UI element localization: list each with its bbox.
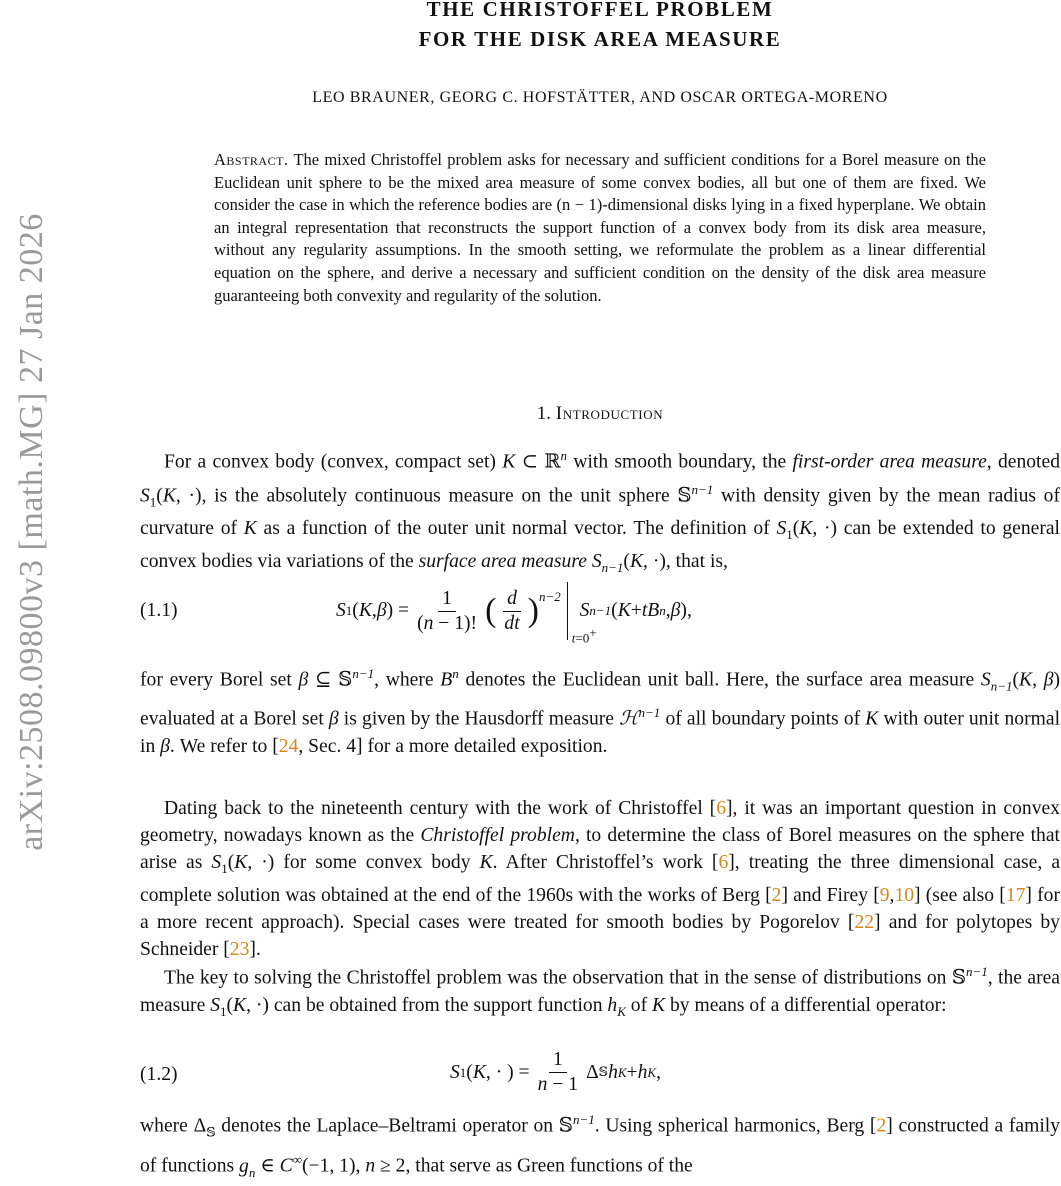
text-run: ,	[355, 1155, 366, 1177]
text-run: , Sec. 4] for a more detailed exposition.	[298, 735, 608, 757]
abstract-lead: Abstract.	[214, 150, 289, 169]
equation-1-2	[140, 1049, 1060, 1096]
text-run: ] (see also [	[914, 884, 1006, 906]
text-run: , is the absolutely continuous measure on the unit sphere	[201, 485, 678, 507]
section-number: 1.	[536, 403, 552, 424]
citation-link[interactable]: 2	[876, 1115, 887, 1137]
text-run: . After Christoffel’s work [	[492, 852, 719, 873]
abstract-text: The mixed Christoffel problem asks for necessary and sufficient conditions for a Borel measure on the Euclidean unit sphere to be the mixed area measure of some convex bodies, all but one of them are fixed. We consider the case in which the reference bodies are (n − 1)-dimensional disks lying in a fixed hyperplane. We obtain an integral representation that reconstructs the support function of a convex body from its disk area measure, without any regularity assumptions. In the smooth setting, we reformulate the problem as a linear differential equation on the sphere, and derive a necessary and sufficient condition on the density of the disk area measure guaranteeing both convexity and regularity of the solution.	[214, 150, 986, 305]
arxiv-sidebar-stamp	[0, 142, 76, 922]
equation-number: (1.2)	[140, 1064, 178, 1085]
text-run: of all boundary points of	[660, 708, 866, 730]
text-run: denotes the Laplace–Beltrami operator on	[215, 1115, 559, 1137]
term-surface-area: surface area measure	[418, 550, 587, 572]
citation-link[interactable]: 2	[771, 884, 782, 906]
text-run: , the area measure	[140, 967, 1060, 1016]
text-run: of	[625, 994, 652, 1016]
text-run: is given by the Hausdorff measure	[338, 708, 620, 730]
paragraph-3: Dating back to the nineteenth century with the work of Christoffel [6], it was an important question in convex geometry, nowadays known as the Christoffel problem, to determine the class of Borel measures on the sphere that arise as $S_1(K$, ·) for some convex body K. After Christoffel’s work [6], treating the three dimensional case, a complete solution was obtained at the end of the 1960s with the works of Berg [2] and Firey [9,10] (see also [17] for a more recent approach). Special cases were treated for smooth bodies by Pogorelov [22] and for polytopes by Schneider [23].	[140, 798, 1061, 960]
citation-link[interactable]: 23	[229, 938, 250, 960]
text-run: ] for a more recent approach). Special cases were treated for smooth bodies by Pogorelov [	[140, 884, 1060, 933]
text-run: ] and Firey [	[781, 884, 880, 906]
equation-body: S 1 ( K , β ) = $\frac{1}{(n - 1)!}$ ( $\frac{d}{dt}$ ) $^{n-2}$ t=0+ S n−1 ( K + tB n , β ),	[336, 582, 692, 640]
paragraph-2: for every Borel set β ⊆ 𝕊$^{n-1}$, where $B^n$ denotes the Euclidean unit ball. Here, the surface area measure $S_{n-1}(K$, β) evaluated at a Borel set β is given by the Hausdorff measure ℋ$^{n-1}$ of all boundary points of K with outer unit normal in β. We refer to [24, Sec. 4] for a more detailed exposition.	[140, 666, 1061, 757]
text-run: , that is,	[665, 550, 728, 572]
text-run: ] and for polytopes by Schneider [	[140, 911, 1061, 960]
paragraph-5: where $\Delta_𝕊$ denotes the Laplace–Beltrami operator on 𝕊$^{n-1}$. Using spherical harmonics, Berg [2] constructed a family of functions $g_n$ ∈ C∞(−1, 1), n ≥ 2, that serve as Green functions of the	[140, 1112, 1061, 1180]
text-run: where	[140, 1115, 194, 1137]
text-run: by means of a differential operator:	[665, 994, 947, 1016]
abstract	[214, 149, 986, 307]
text-run: ], it was an important question in convex geometry, nowadays known as the	[140, 798, 1060, 846]
citation-link[interactable]: 22	[854, 911, 875, 933]
text-run: can be extended to general convex bodies via variations of the	[140, 517, 1060, 572]
title-line-1: THE CHRISTOFFEL PROBLEM	[426, 0, 774, 21]
paragraph-4: The key to solving the Christoffel problem was the observation that in the sense of distributions on 𝕊$^{n-1}$, the area measure $S_1(K$, ·) can be obtained from the support function $h_K$ of K by means of a differential operator:	[140, 964, 1060, 1019]
term-first-order: first-order area measure	[792, 451, 987, 473]
author-list: LEO BRAUNER, GEORG C. HOFSTÄTTER, AND OSCAR ORTEGA-MORENO	[312, 89, 888, 106]
citation-link[interactable]: 24	[278, 735, 299, 757]
text-run: For a convex body (convex, compact set)	[164, 451, 503, 473]
text-run: can be obtained from the support function	[268, 994, 608, 1016]
section-heading	[140, 403, 1060, 425]
equation-1-1	[140, 587, 1060, 645]
text-run: . Using spherical harmonics, Berg [	[594, 1115, 877, 1137]
citation-link[interactable]: 9	[879, 884, 890, 906]
text-run: The key to solving the Christoffel problem was the observation that in the sense of distributions on	[164, 967, 952, 989]
equation-body: S 1 ( K , · ) = $\frac{1}{n - 1}$ Δ 𝕊 h K + h K ,	[450, 1049, 661, 1095]
section-name: Introduction	[555, 403, 664, 424]
citation-link[interactable]: 10	[894, 884, 915, 906]
term-christoffel-problem: Christoffel problem	[420, 825, 575, 846]
text-run: for every Borel set	[140, 669, 299, 691]
text-run: , that serve as Green functions of the	[405, 1155, 693, 1177]
paragraph-1: For a convex body (convex, compact set) K ⊂ ℝ$^n$ with smooth boundary, the first-order area measure, denoted $S_1(K$, ·), is the absolutely continuous measure on the unit sphere 𝕊$^{n-1}$ with density given by the mean radius of curvature of K as a function of the outer unit normal vector. The definition of $S_1(K$, ·) can be extended to general convex bodies via variations of the surface area measure $S_{n-1}(K$, ·), that is,	[140, 448, 1061, 575]
text-run: with smooth boundary, the	[567, 451, 793, 473]
text-run: denotes the Euclidean unit ball. Here, the surface area measure	[458, 669, 981, 691]
text-run: Dating back to the nineteenth century with the work of Christoffel [	[164, 798, 717, 819]
text-run: with outer unit normal in	[140, 708, 1061, 757]
equation-number: (1.1)	[140, 600, 178, 621]
text-run: ].	[249, 938, 261, 960]
text-run: , to determine the class of Borel measures on the sphere that arise as	[140, 825, 1060, 873]
citation-link[interactable]: 6	[716, 798, 726, 819]
text-run: . We refer to [	[169, 735, 279, 757]
text-run: , denoted	[986, 451, 1060, 473]
text-run: , where	[374, 669, 441, 691]
paper-title	[140, 0, 1060, 54]
citation-link[interactable]: 6	[718, 852, 729, 873]
text-run: ] constructed a family of functions	[140, 1115, 1061, 1177]
citation-link[interactable]: 17	[1005, 884, 1026, 906]
title-line-2: FOR THE DISK AREA MEASURE	[418, 27, 782, 51]
text-run: evaluated at a Borel set	[140, 708, 329, 730]
text-run: ], treating the three dimensional case, a complete solution was obtained at the end of the 1960s with the works of Berg [	[140, 852, 1061, 906]
text-run: for some convex body	[274, 852, 480, 873]
arxiv-identifier: arXiv:2508.09800v3 [math.MG] 27 Jan 2026	[13, 213, 51, 851]
text-run: with density given by the mean radius of curvature of	[140, 485, 1061, 539]
text-run: as a function of the outer unit normal vector. The definition of	[256, 517, 777, 539]
